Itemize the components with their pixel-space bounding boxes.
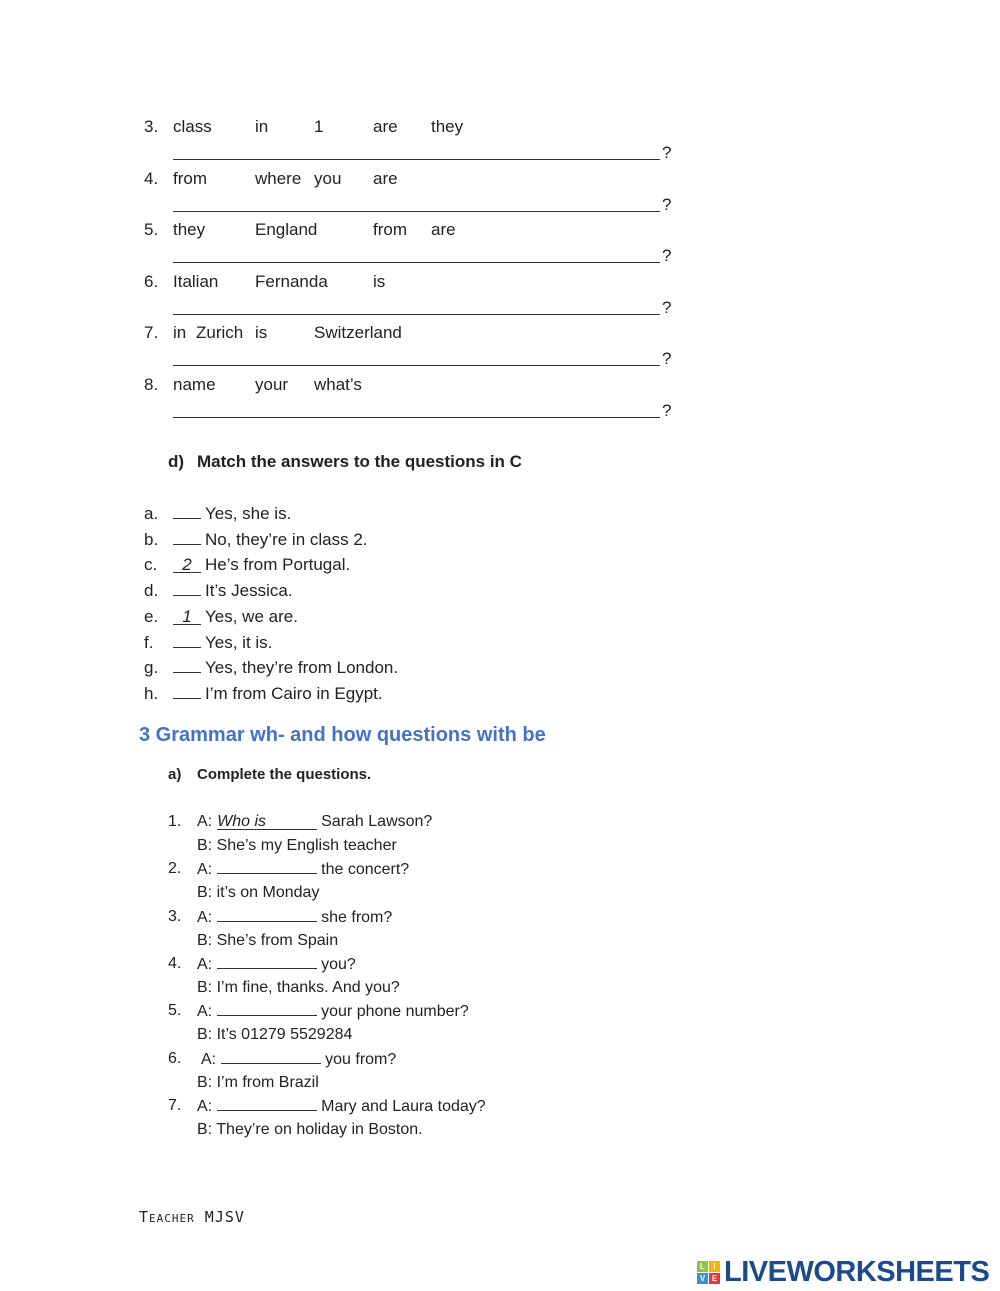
scrambled-word: is <box>373 271 386 291</box>
question-a-row <box>201 1049 396 1070</box>
match-letter: c. <box>144 555 158 575</box>
scrambled-word: are <box>431 220 456 240</box>
item-number: 4. <box>144 168 159 188</box>
match-answer-text: Yes, she is. <box>205 504 292 523</box>
match-row <box>173 504 291 524</box>
scrambled-word: class <box>173 117 212 136</box>
answer-line[interactable] <box>173 159 660 160</box>
logo-tile: L <box>697 1261 708 1272</box>
scrambled-word: England <box>255 220 318 240</box>
question-number: 2. <box>168 860 182 878</box>
question-blank[interactable] <box>217 1001 317 1016</box>
speaker-a-label: A: <box>197 861 213 879</box>
match-answer-blank[interactable] <box>173 581 201 596</box>
match-answer-text: Yes, it is. <box>205 632 273 652</box>
match-answer-text: Yes, they’re from London. <box>205 658 399 678</box>
question-a-row <box>197 1096 486 1117</box>
question-blank[interactable] <box>217 1096 317 1111</box>
item-number: 6. <box>144 271 159 291</box>
question-mark: ? <box>662 246 672 266</box>
match-answer-text: I’m from Cairo in Egypt. <box>205 683 383 703</box>
scrambled-word: Switzerland <box>314 323 402 343</box>
speaker-a-label: A: <box>197 1003 213 1021</box>
match-letter: a. <box>144 504 159 523</box>
scrambled-word: are <box>373 168 398 188</box>
speaker-a-label: A: <box>201 1050 217 1068</box>
match-letter: d. <box>144 581 159 601</box>
match-answer-blank[interactable]: 2 <box>173 558 201 573</box>
item-number: 3. <box>144 117 159 136</box>
question-a-row <box>197 1001 469 1022</box>
question-number: 3. <box>168 907 182 925</box>
scrambled-word: in <box>255 117 269 136</box>
answer-line[interactable] <box>173 314 660 315</box>
question-number: 5. <box>168 1002 182 1020</box>
match-row <box>173 633 272 653</box>
match-row <box>173 607 298 627</box>
question-a-row <box>197 954 356 975</box>
match-answer-blank[interactable] <box>173 658 201 673</box>
match-row <box>173 658 398 678</box>
item-number: 7. <box>144 323 159 343</box>
match-answer-blank[interactable] <box>173 684 201 699</box>
speaker-a-label: A: <box>197 1097 213 1115</box>
question-a-row <box>197 812 432 832</box>
grammar-heading: 3 Grammar wh- and how questions with be <box>139 724 546 746</box>
answer-line[interactable] <box>173 262 660 263</box>
question-mark: ? <box>662 401 672 420</box>
match-answer-text: Yes, we are. <box>205 606 298 626</box>
question-text: Sarah Lawson? <box>321 813 433 830</box>
match-letter: b. <box>144 529 159 549</box>
answer-line[interactable] <box>173 365 660 366</box>
speaker-a-label: A: <box>197 813 213 830</box>
question-text: the concert? <box>321 861 410 879</box>
question-text: Mary and Laura today? <box>321 1097 486 1115</box>
question-text: you? <box>321 955 356 973</box>
question-number: 6. <box>168 1049 182 1067</box>
question-blank[interactable] <box>217 954 317 969</box>
answer-b-line: B: They’re on holiday in Boston. <box>197 1120 423 1138</box>
question-a-row <box>197 859 409 880</box>
logo-tile: E <box>709 1273 720 1284</box>
match-letter: e. <box>144 606 159 626</box>
match-answer-text: No, they’re in class 2. <box>205 529 368 549</box>
answer-line[interactable] <box>173 417 660 418</box>
scrambled-word: they <box>431 117 464 136</box>
logo-text: LIVEWORKSHEETS <box>724 1256 990 1288</box>
question-number: 4. <box>168 954 182 972</box>
question-text: she from? <box>321 908 393 926</box>
scrambled-word: is <box>255 323 268 343</box>
scrambled-word: name <box>173 375 216 394</box>
answer-b-line: B: She’s my English teacher <box>197 837 397 854</box>
match-row <box>173 684 383 704</box>
item-number: 5. <box>144 220 159 240</box>
logo-tile: V <box>697 1273 708 1284</box>
question-mark: ? <box>662 297 672 317</box>
question-a-row <box>197 907 392 928</box>
scrambled-word: you <box>314 168 342 188</box>
match-row <box>173 530 368 550</box>
scrambled-word: in <box>173 323 187 343</box>
scrambled-word: they <box>173 220 206 240</box>
match-answer-blank[interactable]: 1 <box>173 610 201 625</box>
section-d-title: Match the answers to the questions in C <box>197 452 522 471</box>
question-blank[interactable]: Who is <box>217 815 317 830</box>
match-letter: g. <box>144 658 159 678</box>
question-blank[interactable] <box>217 859 317 874</box>
speaker-a-label: A: <box>197 908 213 926</box>
scrambled-word: where <box>255 168 302 188</box>
match-letter: f. <box>144 632 154 652</box>
match-answer-blank[interactable] <box>173 633 201 648</box>
question-blank[interactable] <box>221 1049 321 1064</box>
logo-tile: I <box>709 1261 720 1272</box>
speaker-a-label: A: <box>197 955 213 973</box>
scrambled-word: Fernanda <box>255 271 328 291</box>
grammar-sub-title: Complete the questions. <box>197 766 372 783</box>
scrambled-word: what’s <box>314 375 362 394</box>
answer-b-line: B: It’s 01279 5529284 <box>197 1026 353 1044</box>
scrambled-word: your <box>255 375 289 394</box>
scrambled-word: Italian <box>173 271 219 291</box>
match-row <box>173 555 350 575</box>
match-answer-blank[interactable] <box>173 530 201 545</box>
answer-b-line: B: it’s on Monday <box>197 884 320 902</box>
scrambled-word: 1 <box>314 117 324 136</box>
scrambled-word: from <box>373 220 407 240</box>
scrambled-word: from <box>173 168 207 188</box>
answer-b-line: B: She’s from Spain <box>197 931 339 949</box>
match-answer-text: It’s Jessica. <box>205 581 293 601</box>
answer-b-line: B: I’m fine, thanks. And you? <box>197 978 400 996</box>
match-answer-text: He’s from Portugal. <box>205 555 351 575</box>
teacher-signature: Teacher MJSV <box>139 1208 245 1226</box>
answer-line[interactable] <box>173 211 660 212</box>
question-blank[interactable] <box>217 907 317 922</box>
question-text: your phone number? <box>321 1003 469 1021</box>
question-text: you from? <box>325 1050 397 1068</box>
scrambled-word: Zurich <box>196 323 244 343</box>
answer-b-line: B: I’m from Brazil <box>197 1073 319 1091</box>
item-number: 8. <box>144 375 159 394</box>
scrambled-word: are <box>373 117 398 136</box>
question-number: 7. <box>168 1096 182 1114</box>
liveworksheets-logo <box>697 1256 989 1289</box>
match-letter: h. <box>144 683 159 703</box>
match-row <box>173 581 293 601</box>
question-mark: ? <box>662 349 672 369</box>
logo-tiles-icon <box>697 1261 720 1284</box>
question-mark: ? <box>662 194 672 214</box>
question-mark: ? <box>662 143 672 162</box>
grammar-sub-label: a) <box>168 766 182 783</box>
section-d-label: d) <box>168 452 185 471</box>
question-number: 1. <box>168 813 182 830</box>
match-answer-blank[interactable] <box>173 504 201 519</box>
